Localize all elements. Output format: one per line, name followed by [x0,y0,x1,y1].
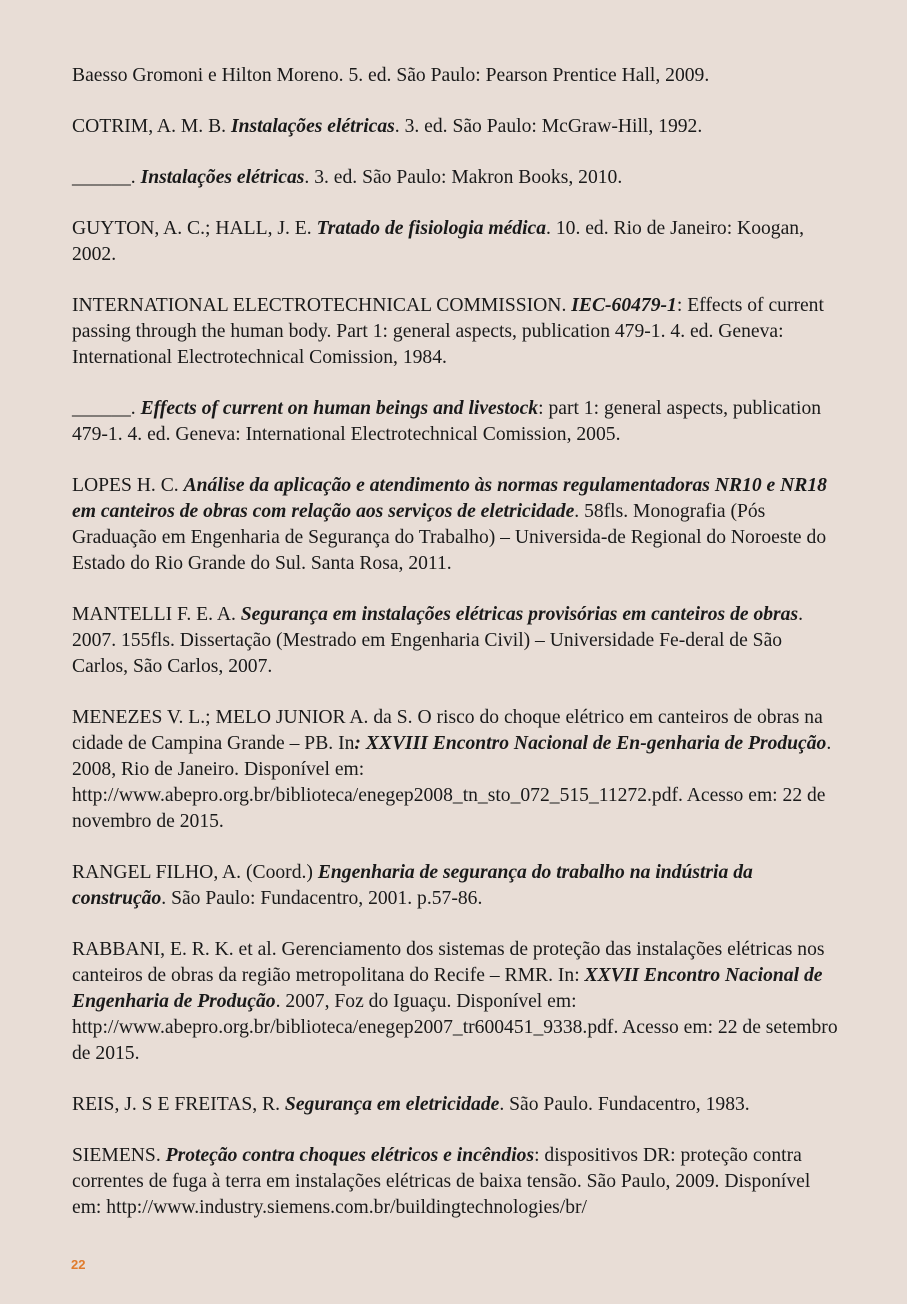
reference-entry [72,1092,842,1118]
reference-title: Instalações elétricas [140,167,305,188]
reference-entry [72,216,842,268]
reference-entry [72,1143,842,1221]
reference-entry [72,602,842,680]
reference-text: : Effects of current passing through the human body. Part 1: general aspects, publication 479-1. 4. ed. Geneva: International Electrotechnical Comission, 1984. [72,295,824,368]
reference-text: ______. [72,167,141,188]
reference-entry [72,114,842,140]
reference-text: : dispositivos DR: proteção contra correntes de fuga à terra em instalações elétricas de baixa tensão. São Paulo, 2009. Disponível em: http://www.industry.siemens.com.br/buildingtechnologies/br/ [72,1145,811,1218]
reference-text: . São Paulo: Fundacentro, 2001. p.57-86. [161,888,483,909]
reference-title: Instalações elétricas [230,116,395,137]
reference-title: Segurança em instalações elétricas provisórias em canteiros de obras [240,604,799,625]
reference-entry [72,860,842,912]
reference-text: Baesso Gromoni e Hilton Moreno. 5. ed. São Paulo: Pearson Prentice Hall, 2009. [72,65,710,86]
reference-text: INTERNATIONAL ELECTROTECHNICAL COMMISSION. [72,295,572,316]
reference-title: : XXVIII Encontro Nacional de En-genharia de Produção [354,733,827,754]
reference-title: IEC-60479-1 [571,295,677,316]
reference-text: GUYTON, A. C.; HALL, J. E. [72,218,317,239]
reference-text: ______. [72,398,141,419]
reference-text: MANTELLI F. E. A. [72,604,241,625]
reference-text: COTRIM, A. M. B. [72,116,231,137]
reference-title: XXVII Encontro Nacional de Engenharia de Produção [72,965,823,1012]
page-number: 22 [71,1257,86,1272]
reference-title: Engenharia de segurança do trabalho na indústria da construção [72,862,753,909]
reference-entry [72,293,842,371]
reference-text: LOPES H. C. [72,475,184,496]
reference-list [72,63,842,1246]
reference-text: . 2007, Foz do Iguaçu. Disponível em: http://www.abepro.org.br/biblioteca/enegep2007_tr600451_9338.pdf. Acesso em: 22 de setembro de 2015. [72,991,838,1064]
reference-entry [72,473,842,577]
reference-entry [72,937,842,1067]
reference-text: SIEMENS. [72,1145,166,1166]
reference-title: Segurança em eletricidade [284,1094,500,1115]
reference-text: . São Paulo. Fundacentro, 1983. [499,1094,750,1115]
reference-text: . 3. ed. São Paulo: McGraw-Hill, 1992. [394,116,703,137]
reference-title: Proteção contra choques elétricos e incêndios [165,1145,535,1166]
reference-title: Effects of current on human beings and livestock [140,398,539,419]
reference-text: . 2007. 155fls. Dissertação (Mestrado em Engenharia Civil) – Universidade Fe-deral de São Carlos, São Carlos, 2007. [72,604,804,677]
reference-entry [72,63,842,89]
reference-entry [72,396,842,448]
reference-text: MENEZES V. L.; MELO JUNIOR A. da S. O risco do choque elétrico em canteiros de obras na cidade de Campina Grande – PB. In [72,707,823,754]
reference-text: . 10. ed. Rio de Janeiro: Koogan, 2002. [72,218,804,265]
reference-title: Análise da aplicação e atendimento às normas regulamentadoras NR10 e NR18 em canteiros de obras com relação aos serviços de eletricidade [72,475,827,522]
reference-text: RANGEL FILHO, A. (Coord.) [72,862,318,883]
reference-title: Tratado de fisiologia médica [316,218,547,239]
reference-text: REIS, J. S E FREITAS, R. [72,1094,285,1115]
reference-entry [72,705,842,835]
reference-text: . 2008, Rio de Janeiro. Disponível em: http://www.abepro.org.br/biblioteca/enegep2008_tn_sto_072_515_11272.pdf. Acesso em: 22 de novembro de 2015. [72,733,832,832]
reference-text: . 3. ed. São Paulo: Makron Books, 2010. [304,167,623,188]
reference-text: . 58fls. Monografia (Pós Graduação em Engenharia de Segurança do Trabalho) – Universida-de Regional do Noroeste do Estado do Rio Grande do Sul. Santa Rosa, 2011. [72,501,827,574]
reference-text: RABBANI, E. R. K. et al. Gerenciamento dos sistemas de proteção das instalações elétricas nos canteiros de obras da região metropolitana do Recife – RMR. In: [72,939,825,986]
reference-text: : part 1: general aspects, publication 479-1. 4. ed. Geneva: International Electrotechnical Comission, 2005. [72,398,822,445]
reference-entry [72,165,842,191]
